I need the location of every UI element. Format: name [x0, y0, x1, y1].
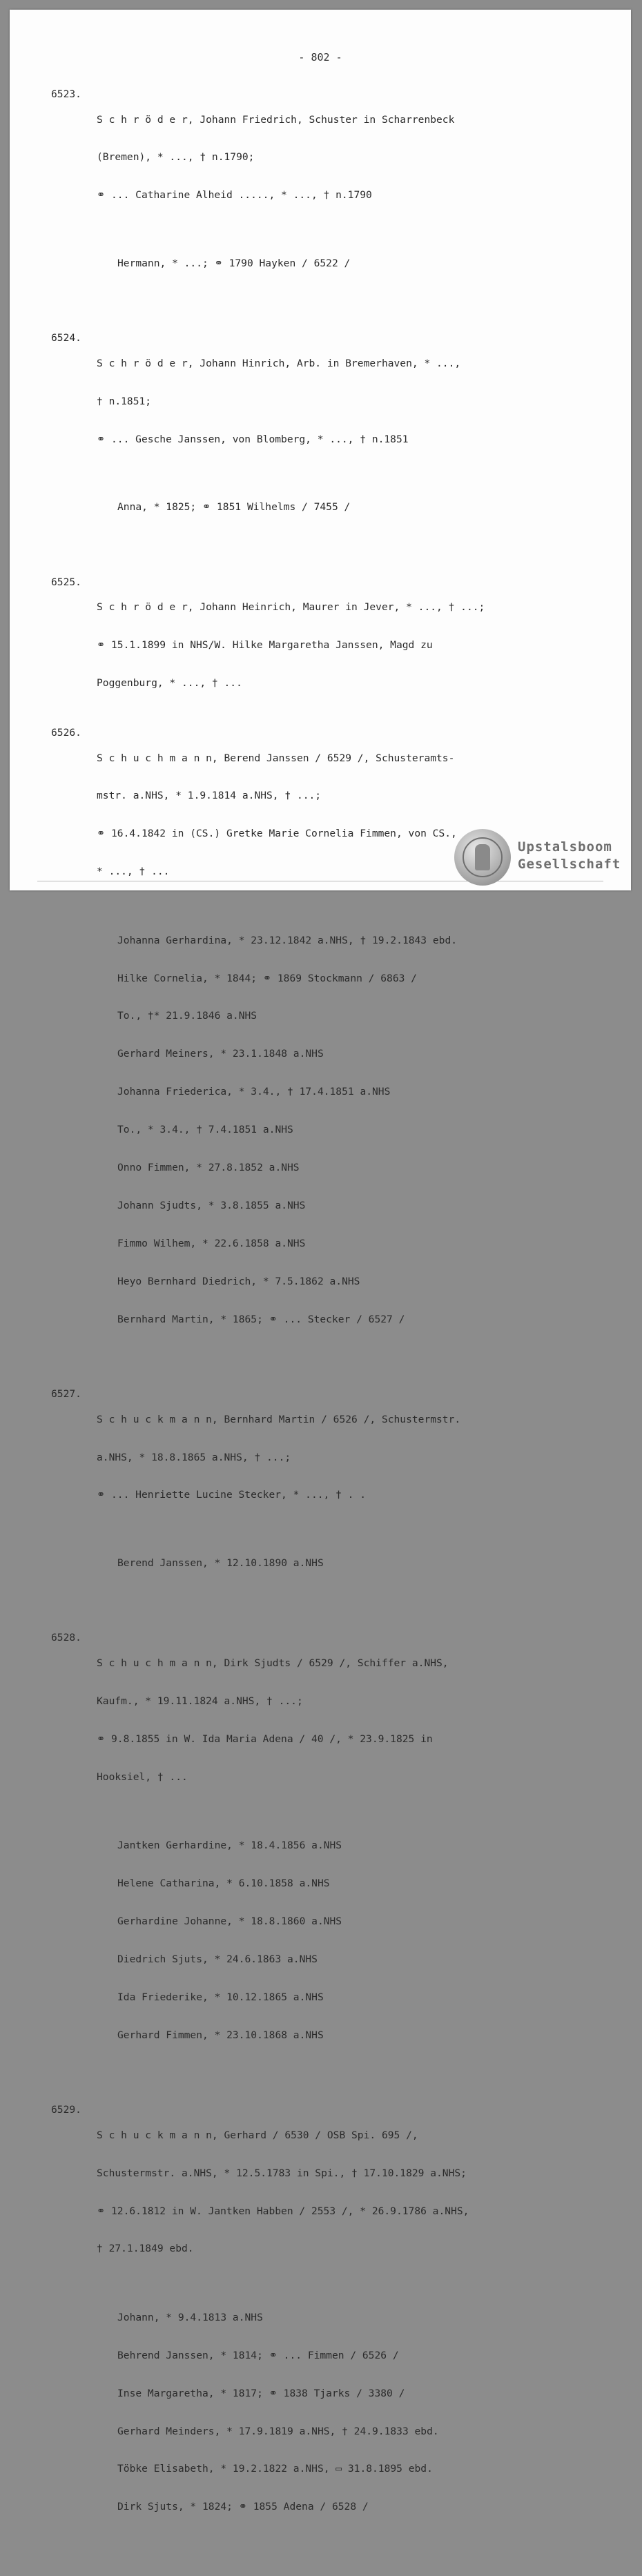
child-line: Johanna Friederica, * 3.4., † 17.4.1851 a.NHS	[117, 1086, 391, 1098]
entry-number: 6528.	[51, 1632, 81, 1644]
child-line: Behrend Janssen, * 1814; ⚭ ... Fimmen / 6526 /	[117, 2349, 399, 2361]
entry-line: ⚭ 9.8.1855 in W. Ida Maria Adena / 40 /, * 23.9.1825 in	[97, 1733, 433, 1745]
child-line: Gerhard Fimmen, * 23.10.1868 a.NHS	[117, 2029, 324, 2041]
entry-line: a.NHS, * 18.8.1865 a.NHS, † ...;	[97, 1451, 291, 1463]
society-seal-icon	[454, 829, 511, 886]
child-line: Johanna Gerhardina, * 23.12.1842 a.NHS, † 19.2.1843 ebd.	[117, 934, 458, 946]
child-line: Dirk Sjuts, * 1824; ⚭ 1855 Adena / 6528 /	[117, 2501, 369, 2513]
entry-line: S c h u c k m a n n, Gerhard / 6530 / OSB Spi. 695 /,	[97, 2129, 418, 2141]
child-line: Jantken Gerhardine, * 18.4.1856 a.NHS	[117, 1840, 342, 1852]
entry-line: ⚭ 15.1.1899 in NHS/W. Hilke Margaretha Janssen, Magd zu	[97, 639, 433, 652]
entry-6529	[51, 2104, 603, 2564]
entry-number: 6523.	[51, 88, 81, 100]
entry-line: S c h r ö d e r, Johann Hinrich, Arb. in Bremerhaven, * ...,	[97, 357, 461, 369]
entry-line: Poggenburg, * ..., † ...	[97, 677, 242, 690]
child-line: Inse Margaretha, * 1817; ⚭ 1838 Tjarks / 3380 /	[117, 2387, 405, 2399]
child-line: Anna, * 1825; ⚭ 1851 Wilhelms / 7455 /	[117, 501, 351, 514]
child-line: Onno Fimmen, * 27.8.1852 a.NHS	[117, 1162, 300, 1174]
child-line: Johann, * 9.4.1813 a.NHS	[117, 2311, 263, 2323]
entry-6527	[51, 1388, 603, 1620]
child-line: To., †* 21.9.1846 a.NHS	[117, 1010, 257, 1022]
child-line: Heyo Bernhard Diedrich, * 7.5.1862 a.NHS	[117, 1275, 360, 1287]
entry-line: ⚭ ... Catharine Alheid ....., * ..., † n.1790	[97, 189, 372, 202]
entry-line: S c h u c h m a n n, Dirk Sjudts / 6529 /, Schiffer a.NHS,	[97, 1657, 449, 1670]
entry-line: mstr. a.NHS, * 1.9.1814 a.NHS, † ...;	[97, 790, 322, 802]
entry-6525	[51, 576, 603, 715]
document-page	[10, 10, 631, 2513]
entry-line: ⚭ ... Gesche Janssen, von Blomberg, * ..., † n.1851	[97, 433, 409, 445]
entry-line: S c h r ö d e r, Johann Heinrich, Maurer in Jever, * ..., † ...;	[97, 601, 485, 614]
genealogy-entries	[51, 88, 603, 2576]
page-number: - 802 -	[298, 51, 342, 64]
entry-line: ⚭ 12.6.1812 in W. Jantken Habben / 2553 /, * 26.9.1786 a.NHS,	[97, 2205, 469, 2217]
child-line: Diedrich Sjuts, * 24.6.1863 a.NHS	[117, 1953, 318, 1965]
entry-number: 6524.	[51, 332, 81, 344]
entry-6523	[51, 88, 603, 320]
child-line: Berend Janssen, * 12.10.1890 a.NHS	[117, 1557, 324, 1569]
child-line: Bernhard Martin, * 1865; ⚭ ... Stecker / 6527 /	[117, 1313, 405, 1325]
child-line: Fimmo Wilhem, * 22.6.1858 a.NHS	[117, 1237, 306, 1249]
child-line: Töbke Elisabeth, * 19.2.1822 a.NHS, ▭ 31.8.1895 ebd.	[117, 2463, 433, 2475]
entry-line: S c h r ö d e r, Johann Friedrich, Schuster in Scharrenbeck	[97, 113, 455, 126]
entry-6526	[51, 727, 603, 1376]
society-logo-text	[518, 839, 621, 873]
child-line: Hermann, * ...; ⚭ 1790 Hayken / 6522 /	[117, 257, 351, 269]
entry-line: ⚭ ... Henriette Lucine Stecker, * ..., † . .	[97, 1489, 367, 1501]
entry-line: * ..., † ...	[97, 866, 170, 878]
entry-line: S c h u c k m a n n, Bernhard Martin / 6526 /, Schustermstr.	[97, 1413, 461, 1425]
logo-line-2: Gesellschaft	[518, 857, 621, 872]
entry-line: † n.1851;	[97, 395, 152, 407]
entry-number: 6529.	[51, 2104, 81, 2116]
child-line: Hilke Cornelia, * 1844; ⚭ 1869 Stockmann / 6863 /	[117, 972, 417, 984]
child-line: Johann Sjudts, * 3.8.1855 a.NHS	[117, 1199, 306, 1211]
child-line: Helene Catharina, * 6.10.1858 a.NHS	[117, 1877, 330, 1890]
entry-line: (Bremen), * ..., † n.1790;	[97, 151, 255, 164]
child-line: To., * 3.4., † 7.4.1851 a.NHS	[117, 1124, 293, 1136]
entry-line: S c h u c h m a n n, Berend Janssen / 6529 /, Schusteramts-	[97, 752, 455, 764]
entry-6528	[51, 1632, 603, 2092]
entry-line: Schustermstr. a.NHS, * 12.5.1783 in Spi., † 17.10.1829 a.NHS;	[97, 2167, 467, 2179]
entry-line: Kaufm., * 19.11.1824 a.NHS, † ...;	[97, 1695, 303, 1707]
entry-6524	[51, 332, 603, 564]
entry-line: Hooksiel, † ...	[97, 1770, 188, 1783]
child-line: Gerhard Meinders, * 17.9.1819 a.NHS, † 24.9.1833 ebd.	[117, 2425, 439, 2437]
child-line: Gerhardine Johanne, * 18.8.1860 a.NHS	[117, 1915, 342, 1927]
entry-line: ⚭ 16.4.1842 in (CS.) Gretke Marie Cornelia Fimmen, von CS.,	[97, 828, 457, 840]
seal-figure	[475, 844, 490, 870]
child-line: Ida Friederike, * 10.12.1865 a.NHS	[117, 1991, 324, 2003]
child-line: Gerhard Meiners, * 23.1.1848 a.NHS	[117, 1048, 324, 1060]
logo-line-1: Upstalsboom	[518, 839, 612, 855]
entry-number: 6527.	[51, 1388, 81, 1401]
entry-number: 6526.	[51, 726, 81, 739]
entry-line: † 27.1.1849 ebd.	[97, 2243, 194, 2255]
entry-number: 6525.	[51, 576, 81, 588]
